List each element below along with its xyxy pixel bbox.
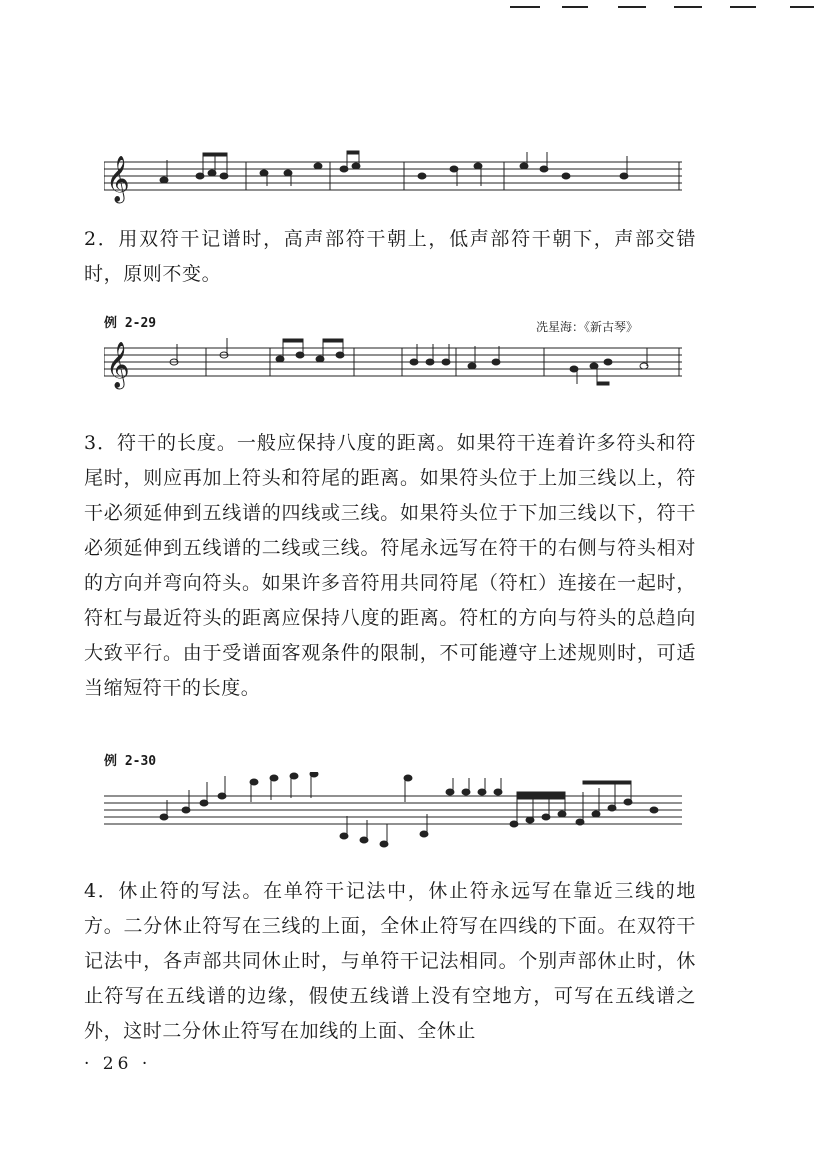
music-staff-2-29 [104,334,682,394]
paragraph-3: 3．符干的长度。一般应保持八度的距离。如果符干连着许多符头和符尾时，则应再加上符头和符尾的距离。如果符头位于上加三线以上，符干必须延伸到五线谱的四线或三线。如果符头位于下加三线以下，符干必须延伸到五线谱的二线或三线。符尾永远写在符干的右侧与符头相对的方向并弯向符头。如果许多音符用共同符尾（符杠）连接在一起时，符杠与最近符头的距离应保持八度的距离。符杠的方向与符头的总趋向大致平行。由于受谱面客观条件的限制，不可能遵守上述规则时，可适当缩短符干的长度。 [84,432,696,699]
header-rule [618,6,646,8]
header-rule [562,6,588,8]
paragraph-4: 4．休止符的写法。在单符干记法中，休止符永远写在靠近三线的地方。二分休止符写在三线的上面，全休止符写在四线的下面。在双符干记法中，各声部共同休止时，与单符干记法相同。个别声部休止时，休止符写在五线谱的边缘，假使五线谱上没有空地方，可写在五线谱之外，这时二分休止符写在加线的上面、全休止 [84,880,696,1042]
music-staff-2-30 [104,772,682,832]
example-label-2-30: 例 2-30 [104,754,157,769]
header-rule [510,6,540,8]
header-rules [500,0,827,16]
svg-text:𝄞: 𝄞 [106,156,130,202]
header-rule [730,6,756,8]
example-label-2-29: 例 2-29 [104,316,157,331]
header-rule [674,6,702,8]
page-number: · 26 · [84,1054,152,1074]
paragraph-2: 2．用双符干记谱时，高声部符干朝上，低声部符干朝下，声部交错时，原则不变。 [84,228,696,285]
header-rule [790,6,814,8]
example-credit-2-29: 冼星海：《新古琴》 [536,320,639,334]
music-staff-1 [104,148,682,208]
svg-text:𝄞: 𝄞 [106,342,130,388]
